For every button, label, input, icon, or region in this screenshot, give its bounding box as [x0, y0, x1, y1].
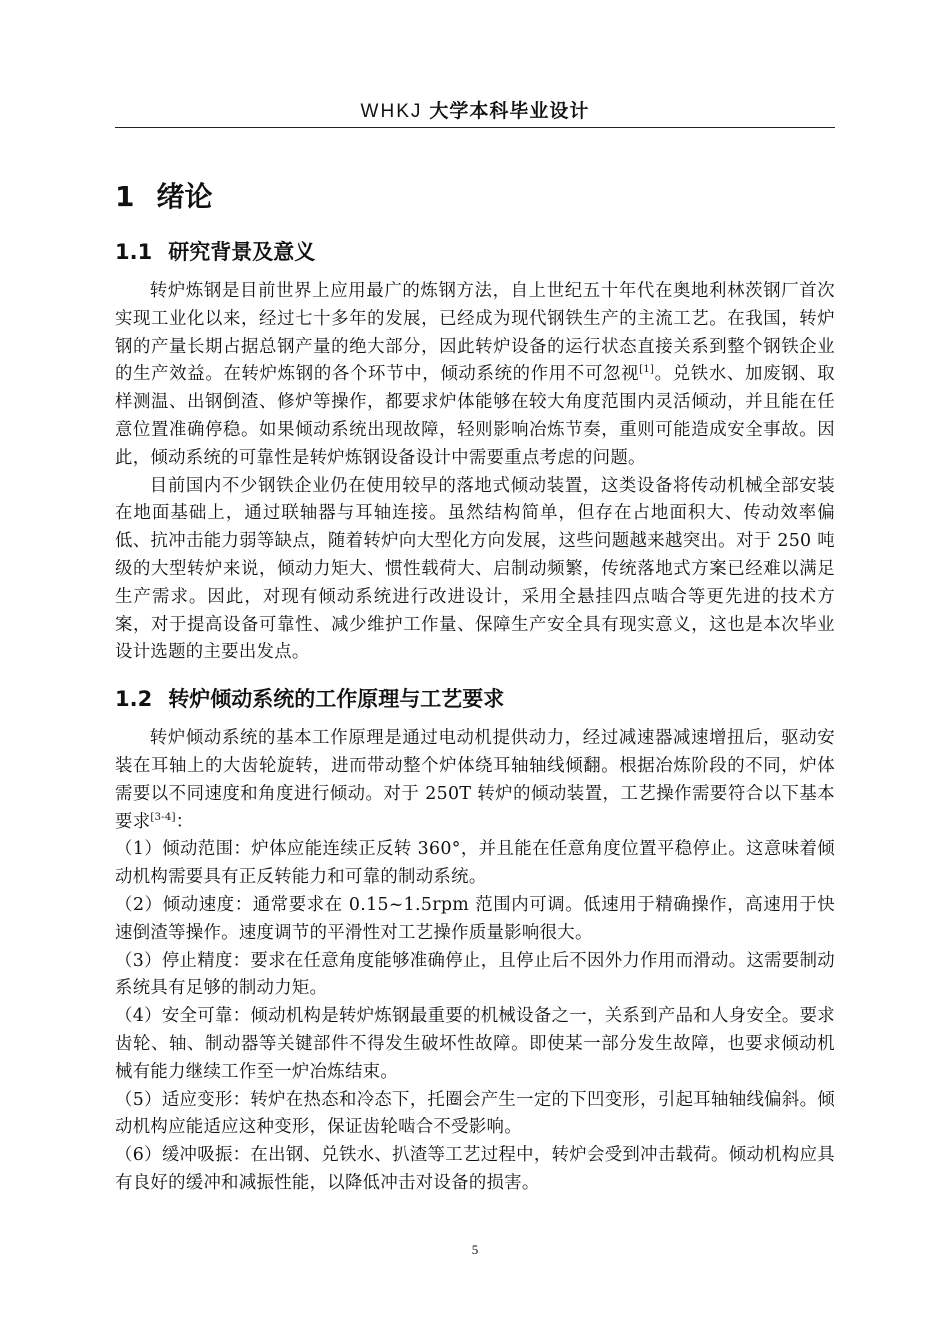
requirement-item: （6）缓冲吸振：在出钢、兑铁水、扒渣等工艺过程中，转炉会受到冲击载荷。倾动机构应具有良好的缓冲和减振性能，以降低冲击对设备的损害。: [115, 1145, 835, 1193]
running-header: [115, 96, 835, 123]
body-paragraph: 目前国内不少钢铁企业仍在使用较早的落地式倾动装置，这类设备将传动机械全部安装在地面基础上，通过联轴器与耳轴连接。虽然结构简单，但存在占地面积大、传动效率偏低、抗冲击能力弱等缺点，随着转炉向大型化方向发展，这些问题越来越突出。对于 250 吨级的大型转炉来说，倾动力矩大、惯性载荷大、启制动频繁，传统落地式方案已经难以满足生产需求。因此，对现有倾动系统进行改进设计，采用全悬挂四点啮合等更先进的技术方案，对于提高设备可靠性、减少维护工作量、保障生产安全具有现实意义，这也是本次毕业设计选题的主要出发点。: [115, 475, 835, 663]
section-heading-1-2: [115, 679, 835, 719]
paragraph-text: 。兑铁水、加废钢、取样测温、出钢倒渣、修炉等操作，都要求炉体能够在较大角度范围内灵活倾动，并且能在任意位置准确停稳。如果倾动系统出现故障，轻则影响冶炼节奏，重则可能造成安全事故。因此，倾动系统的可靠性是转炉炼钢设备设计中需要重点考虑的问题。: [115, 364, 835, 468]
page-content: [115, 160, 835, 1198]
chapter-heading: [115, 170, 835, 224]
requirement-item: （2）倾动速度：通常要求在 0.15~1.5rpm 范围内可调。低速用于精确操作，高速用于快速倒渣等操作。速度调节的平滑性对工艺操作质量影响很大。: [115, 894, 835, 943]
paragraph-text: 转炉倾动系统的基本工作原理是通过电动机提供动力，经过减速器减速增扭后，驱动安装在耳轴上的大齿轮旋转，进而带动整个炉体绕耳轴轴线倾翻。根据冶炼阶段的不同，炉体需要以不同速度和角度进行倾动。对于 250T 转炉的倾动装置，工艺操作需要符合以下基本要求: [115, 728, 835, 832]
page-number: 5: [471, 1242, 479, 1257]
header-latin-text: WHKJ: [360, 101, 423, 122]
section-heading-1-1: [115, 232, 835, 272]
requirement-item: （1）倾动范围：炉体应能连续正反转 360°，并且能在任意角度位置平稳停止。这意味着倾动机构需要具有正反转能力和可靠的制动系统。: [115, 839, 835, 888]
section-title: 转炉倾动系统的工作原理与工艺要求: [168, 687, 505, 712]
chapter-number: 1: [115, 180, 135, 213]
body-paragraph: [115, 725, 835, 836]
requirement-item: （4）安全可靠：倾动机构是转炉炼钢最重要的机械设备之一，关系到产品和人身安全。要求齿轮、轴、制动器等关键部件不得发生破坏性故障。即使某一部分发生故障，也要求倾动机械有能力继续工作至一炉冶炼结束。: [115, 1006, 835, 1082]
section-title: 研究背景及意义: [168, 240, 316, 264]
header-rule: [115, 127, 835, 128]
citation-marker: [3-4]: [150, 811, 176, 823]
section-number: 1.2: [115, 687, 153, 712]
chapter-title: 绪论: [156, 180, 213, 213]
header-title-text: 大学本科毕业设计: [429, 100, 590, 122]
requirement-item: （5）适应变形：转炉在热态和冷态下，托圈会产生一定的下凹变形，引起耳轴轴线偏斜。倾动机构应能适应这种变形，保证齿轮啮合不受影响。: [115, 1089, 835, 1138]
body-paragraph: [115, 278, 835, 473]
section-number: 1.1: [115, 240, 153, 264]
paragraph-text: 转炉炼钢是目前世界上应用最广的炼钢方法，自上世纪五十年代在奥地利林茨钢厂首次实现工业化以来，经过七十多年的发展，已经成为现代钢铁生产的主流工艺。在我国，转炉钢的产量长期占据总钢产量的绝大部分，因此转炉设备的运行状态直接关系到整个钢铁企业的生产效益。在转炉炼钢的各个环节中，倾动系统的作用不可忽视: [115, 281, 835, 385]
citation-marker: [1]: [639, 364, 655, 376]
requirement-item: （3）停止精度：要求在任意角度能够准确停止，且停止后不因外力作用而滑动。这需要制动系统具有足够的制动力矩。: [115, 950, 835, 999]
paragraph-text: ：: [175, 811, 194, 832]
